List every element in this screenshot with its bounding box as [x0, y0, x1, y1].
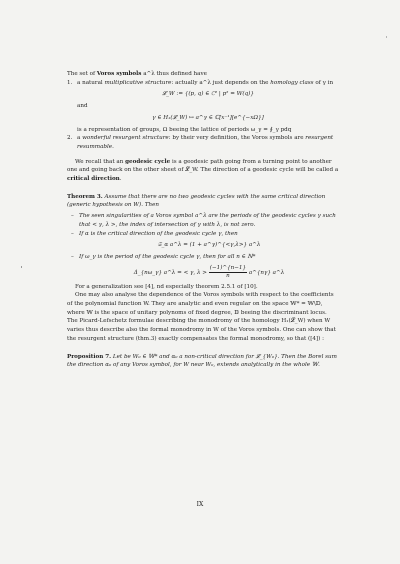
- intro-paragraph: The set of Voros symbols a^λ thus defined have: [67, 71, 207, 77]
- proposition-7: [67, 353, 339, 370]
- geodesic-paragraph: We recall that an geodesic cycle is a geodesic path going from a turning point to another one and going back on the other sheet of 𝓛_W. The direction of a geodesic cycle will be called a critical direction.: [67, 158, 339, 183]
- equation-lw: 𝓛_W := {(p, q) ∈ ℂ² | p² = W(q)}: [162, 91, 254, 98]
- equation-alien-derivative: Δ̇_{nω_γ} a^λ = < γ, λ > $\frac{(-1)\^{}\{n-1\}}{n}$ a^{nγ} a^λ: [133, 264, 285, 279]
- text-body: [67, 70, 339, 370]
- scan-speck: [386, 36, 387, 38]
- scan-speck: [21, 266, 22, 268]
- list-item: 2. a wonderful resurgent structure: by their very definition, the Voros symbols are resurgent resummable.: [67, 135, 334, 150]
- equation-stokes: 𝔖_α a^λ = (1 + a^γ)^{<γ,λ>} a^λ: [157, 242, 261, 249]
- equation-homology: γ ∈ H₁(𝓛_W) ↦ a^γ ∈ ℂ[x⁻¹][e^{−xΩ}]: [152, 114, 264, 121]
- proposition-statement: Let be W₀ ∈ 𝕎* and α₀ a non-critical direction for 𝓛_{W₀}. Then the Borel sum the direction α₀ of any Voros symbol, for W near W₀, extends analytically in the whole 𝕎.: [67, 353, 337, 369]
- theorem-heading: Theorem 3.: [67, 193, 103, 200]
- term-voros-symbols: Voros symbols: [96, 71, 142, 77]
- fraction: $\frac{(-1)\^{}\{n-1\}}{n}$: [209, 264, 247, 279]
- list-item: 1. a natural multiplicative structure: actually a^λ just depends on the homology class of γ in 𝓛_W := {(p, q) ∈ ℂ² | p² = W(q)} and γ ∈ H₁(𝓛_W) ↦ a^γ ∈ ℂ[x⁻¹][e^{−xΩ}] is a representation of groups, Ω beeing the lattice of periods ω_γ = ∮_γ pdq: [67, 79, 339, 135]
- and-text: and: [77, 103, 88, 110]
- theorem-bullets: [67, 212, 339, 280]
- proposition-heading: Proposition 7.: [67, 353, 112, 360]
- theorem-statement: Assume that there are no two geodesic cycles with the same critical direction (generic hypothesis on W). Then: [67, 193, 326, 209]
- generalization-paragraph: For a generalization see [4], nd especially theorem 2.5.1 of [10].: [75, 283, 258, 290]
- term-critical-direction: critical direction: [67, 176, 120, 183]
- theorem-3: [67, 193, 339, 210]
- property-list: [67, 79, 339, 152]
- dependence-paragraph: One may also analyse the dependence of the Voros symbols with respect to the coefficients of the polynomial function W. They are analytic and even regular on the space 𝕎* = 𝕎\𝔻, where 𝕎 is the space of unitary polynoms of fixed degree, 𝔻 beeing the discriminant locus. The Picard-Lefschetz formulae describing the monodromy of the homology H₁(𝓛_W) when W varies thus describe also the formal monodromy in W of the Voros symbols. One can show that the resurgent structure (thm.3) exactly compensates the formal monodromy, so that ([4]) :: [67, 292, 336, 342]
- theorem-bullet: – The seen singularities of a Voros symbol a^λ are the periods of the geodesic cycles γ such that < γ, λ >, the index of intersection of γ with λ, is not zero.: [71, 213, 336, 228]
- theorem-bullet: – If ω_γ is the period of the geodesic cycle γ, then for all n ∈ ℕ* Δ̇_{nω_γ} a^λ = < γ, λ > $\frac{(-1)\^{}\{n-1\}}{n}$ a^{nγ} a^λ: [67, 253, 339, 280]
- theorem-bullet: – If α is the critical direction of the geodesic cycle γ, then 𝔖_α a^λ = (1 + a^γ)^{<γ,λ>} a^λ: [67, 230, 339, 250]
- term-geodesic-cycle: geodesic cycle: [125, 158, 171, 165]
- representation-text: is a representation of groups, Ω beeing the lattice of periods ω_γ = ∮_γ pdq: [77, 126, 292, 133]
- page-number: IX: [196, 501, 204, 508]
